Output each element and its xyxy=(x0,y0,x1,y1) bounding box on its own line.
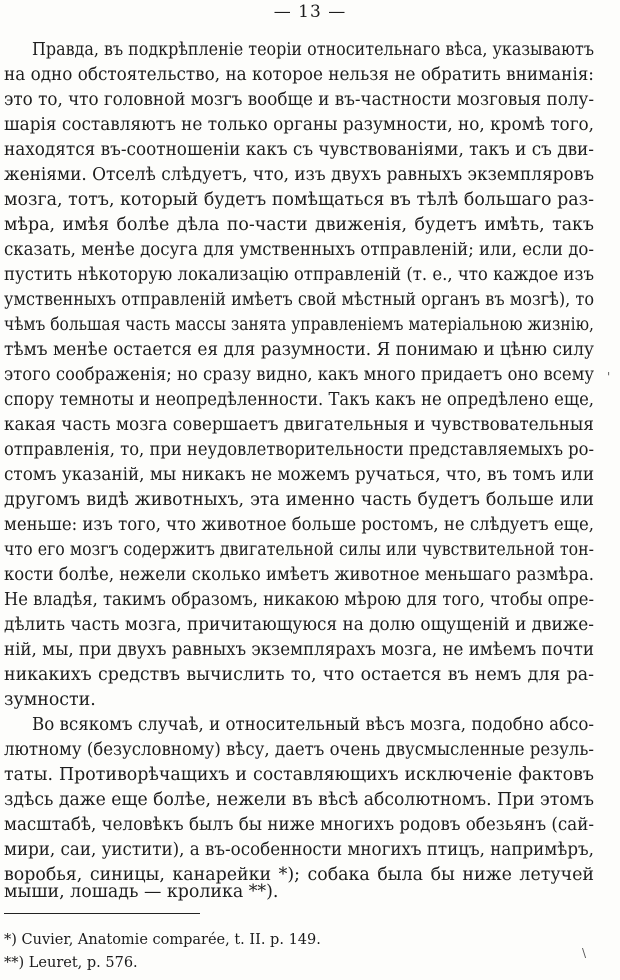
text-line: мѣра, имѣя болѣе дѣла по-части движенія, будетъ имѣть, такъ xyxy=(4,215,594,235)
text-line: зумности. xyxy=(4,690,96,710)
text-line: кости болѣе, нежели сколько имѣетъ животное меньшаго размѣра. xyxy=(4,565,594,585)
text-line: пустить нѣкоторую локализацію отправленій (т. е., что каждое изъ xyxy=(4,265,594,285)
paper-speck: \ xyxy=(582,946,587,960)
text-line: таты. Противорѣчащихъ и составляющихъ исключеніе фактовъ xyxy=(4,765,594,785)
text-line: дѣлить часть мозга, причитающуюся на долю ощущеній и движе- xyxy=(4,615,594,635)
text-line: мозга, тотъ, который будетъ помѣщаться въ тѣлѣ большаго раз- xyxy=(4,190,594,210)
text-line: мири, саи, уистити), а въ-особенности многихъ птицъ, напримѣръ, xyxy=(4,840,594,860)
text-line: здѣсь даже еще болѣе, нежели въ вѣсѣ абсолютномъ. При этомъ xyxy=(4,790,594,810)
text-line: стомъ указаній, мы никакъ не можемъ ручаться, что, въ томъ или xyxy=(4,465,595,485)
text-line: какая часть мозга совершаетъ двигательныя и чувствовательныя xyxy=(4,415,594,435)
text-line: Не владѣя, такимъ образомъ, никакою мѣрою для того, чтобы опре- xyxy=(4,590,594,610)
text-line: умственныхъ отправленій имѣетъ свой мѣстный органъ въ мозгѣ), то xyxy=(4,290,595,310)
page-number: — 13 — xyxy=(273,2,347,22)
text-line: отправленія, то, при неудовлетворительности представляемыхъ ро- xyxy=(4,440,595,460)
text-line: находятся въ-соотношеніи какъ съ чувствованіями, такъ и съ дви- xyxy=(4,140,594,160)
text-line: что его мозгъ содержитъ двигательной силы или чувствительной тон- xyxy=(4,540,594,560)
text-line: другомъ видѣ животныхъ, эта именно часть будетъ больше или xyxy=(4,490,594,510)
text-line: никакихъ средствъ вычислить то, что остается въ немъ для ра- xyxy=(4,665,594,685)
text-line: ній, мы, при двухъ равныхъ экземплярахъ мозга, не имѣемъ почти xyxy=(4,640,594,660)
text-line: спору темноты и неопредѣленности. Такъ какъ не опредѣлено еще, xyxy=(4,390,595,410)
text-line: меньше: изъ того, что животное больше ростомъ, не слѣдуетъ еще, xyxy=(4,515,594,535)
text-line: чѣмъ большая часть массы занята управленіемъ матеріальною жизнію, xyxy=(4,315,594,335)
text-line: шарія составляютъ не только органы разумности, но, кромѣ того, xyxy=(4,115,595,135)
text-line: лютному (безусловному) вѣсу, даетъ очень двусмысленные резуль- xyxy=(4,740,594,760)
text-line: на одно обстоятельство, на которое нельзя не обратить вниманія: xyxy=(4,65,594,85)
footnote: **) Leuret, p. 576. xyxy=(4,955,138,971)
footnote: *) Cuvier, Anatomie comparée, t. II. p. 149. xyxy=(4,932,321,948)
text-line: этого соображенія; но сразу видно, какъ много придаетъ оно всему xyxy=(4,365,595,385)
text-line: Правда, въ подкрѣпленіе теоріи относительнаго вѣса, указываютъ xyxy=(32,40,594,60)
paper-speck: ' xyxy=(607,370,611,384)
text-line: масштабѣ, человѣкъ былъ бы ниже многихъ родовъ обезьянъ (сай- xyxy=(4,815,594,835)
text-line: женіями. Отселѣ слѣдуетъ, что, изъ двухъ равныхъ экземпляровъ xyxy=(4,165,594,185)
text-line: Во всякомъ случаѣ, и относительный вѣсъ мозга, подобно абсо- xyxy=(32,715,594,735)
footnote-divider xyxy=(4,913,200,914)
text-line: воробья, синицы, канарейки *); собака была бы ниже летучей xyxy=(4,865,594,885)
text-line: мыши, лошадь — кролика **). xyxy=(4,882,279,902)
text-line: сказать, менѣе досуга для умственныхъ отправленій; или, если до- xyxy=(4,240,595,260)
text-line: это то, что головной мозгъ вообще и въ-частности мозговыя полу- xyxy=(4,90,595,110)
text-line: тѣмъ менѣе остается ея для разумности. Я понимаю и цѣню силу xyxy=(4,340,595,360)
